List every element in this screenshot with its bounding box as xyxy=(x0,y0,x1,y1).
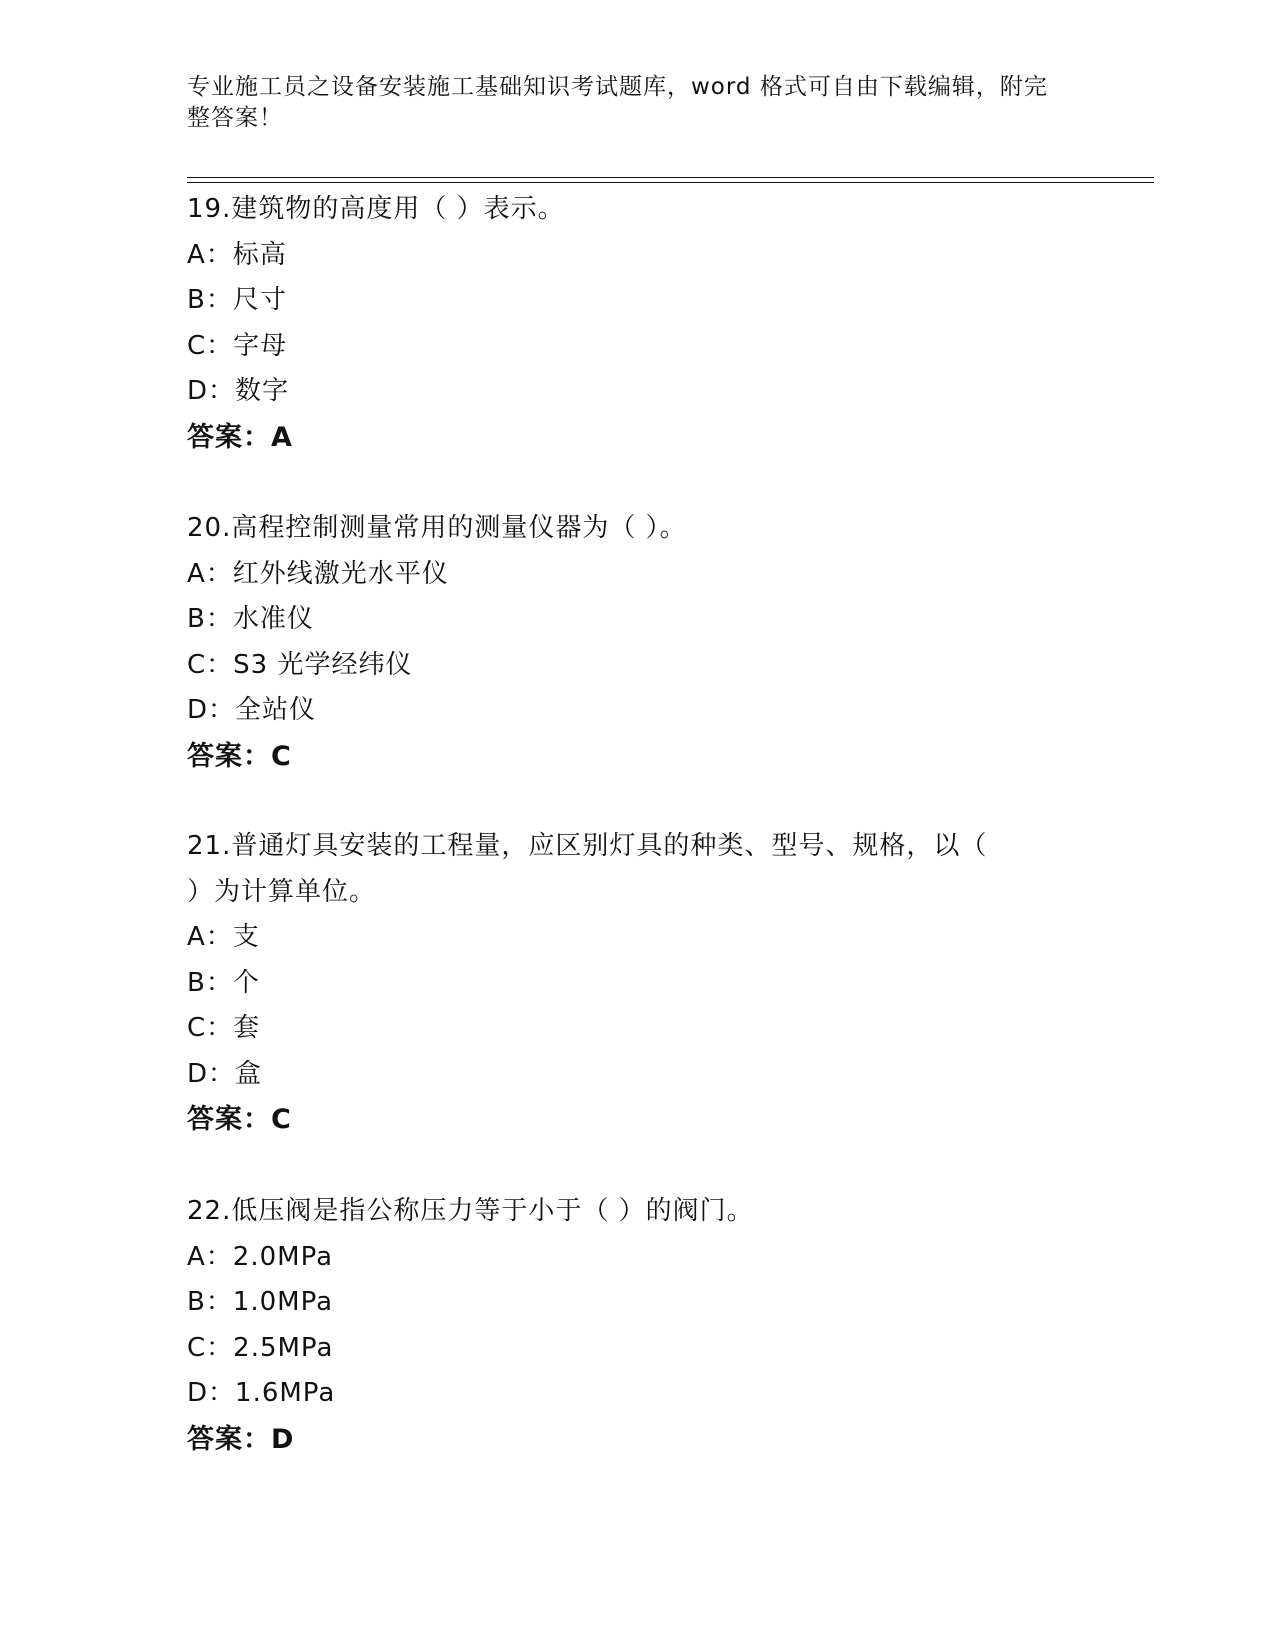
question-stem-line-2: ）为计算单位。 xyxy=(187,876,377,907)
option-c: C：S3 光学经纬仪 xyxy=(187,649,413,680)
option-d: D：盒 xyxy=(187,1058,263,1089)
question-stem: 22.低压阀是指公称压力等于小于（ ）的阀门。 xyxy=(187,1196,754,1226)
answer-line: 答案：C xyxy=(187,1104,292,1135)
option-d: D：1.6MPa xyxy=(187,1378,336,1408)
option-b: B：个 xyxy=(187,967,260,998)
option-a: A：2.0MPa xyxy=(187,1241,334,1272)
option-c: C：2.5MPa xyxy=(187,1332,334,1363)
option-c: C：字母 xyxy=(187,330,288,361)
document-header xyxy=(187,72,1067,134)
question-19 xyxy=(187,187,1107,460)
option-a: A：支 xyxy=(187,922,260,952)
answer-line: 答案：C xyxy=(187,740,292,772)
question-stem-line-1: 21.普通灯具安装的工程量，应区别灯具的种类、型号、规格，以（ xyxy=(187,831,988,861)
option-c: C：套 xyxy=(187,1013,261,1043)
option-b: B：水准仪 xyxy=(187,604,314,634)
header-line-2: 整答案！ xyxy=(187,105,283,131)
answer-line: 答案：A xyxy=(187,421,293,453)
option-d: D：全站仪 xyxy=(187,695,317,725)
option-b: B：尺寸 xyxy=(187,285,287,315)
header-divider-bottom xyxy=(187,182,1154,183)
option-d: D：数字 xyxy=(187,376,290,406)
question-20 xyxy=(187,506,1107,779)
option-a: A：红外线激光水平仪 xyxy=(187,558,449,589)
question-22 xyxy=(187,1189,1107,1462)
question-stem: 20.高程控制测量常用的测量仪器为（ ）。 xyxy=(187,513,687,543)
question-21 xyxy=(187,824,1107,1143)
option-a: A：标高 xyxy=(187,239,287,270)
header-divider-top xyxy=(187,177,1154,178)
answer-line: 答案：D xyxy=(187,1423,295,1455)
question-stem: 19.建筑物的高度用（ ）表示。 xyxy=(187,194,565,224)
header-line-1: 专业施工员之设备安装施工基础知识考试题库，word 格式可自由下载编辑，附完 xyxy=(187,74,1048,100)
option-b: B：1.0MPa xyxy=(187,1287,334,1317)
